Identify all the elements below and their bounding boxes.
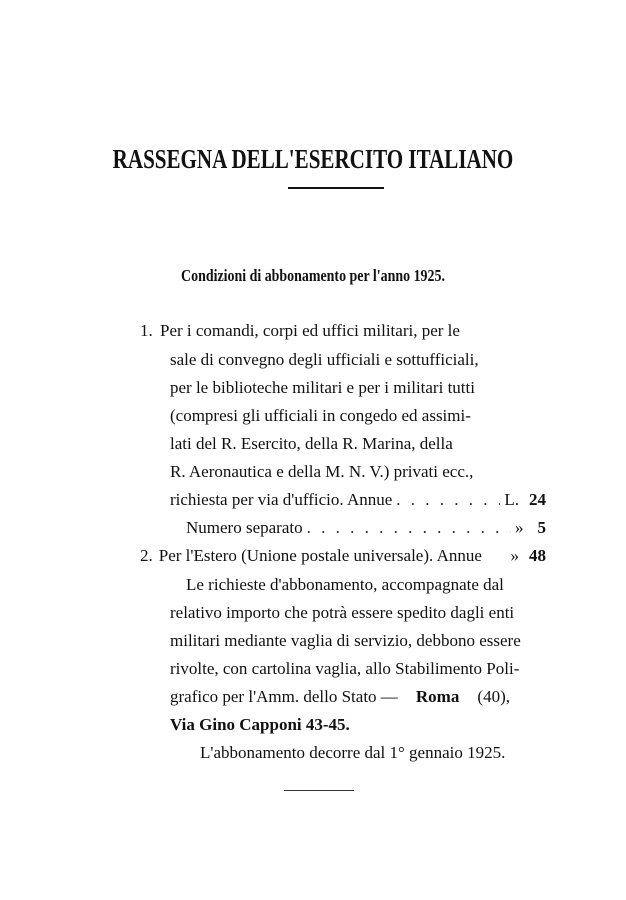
item-1-annual-row [170, 490, 546, 510]
item-2-number: 2. [140, 546, 153, 565]
dot-leader [307, 518, 511, 538]
item-1-number: 1. [140, 321, 153, 340]
item-1-line-6: R. Aeronautica e della M. N. V.) privati ecc., [170, 462, 474, 481]
single-currency: » [515, 518, 524, 537]
item-1-line-3: per le biblioteche militari e per i militari tutti [170, 378, 475, 397]
dot-leader [396, 490, 500, 510]
item-2-currency: » [510, 546, 519, 565]
journal-title: RASSEGNA DELL'ESERCITO ITALIANO [112, 144, 514, 174]
note-line-5-end: (40), [477, 687, 510, 706]
item-1-line-4: (compresi gli ufficiali in congedo ed assimi- [170, 406, 471, 425]
subscription-heading: Condizioni di abbonamento per l'anno 1925. [181, 266, 445, 285]
title-rule [288, 187, 384, 189]
note-line-5-start: grafico per l'Amm. dello Stato — [170, 687, 398, 706]
item-1-line-5: lati del R. Esercito, della R. Marina, della [170, 434, 453, 453]
annual-currency: L. [504, 490, 519, 509]
annual-price: 24 [529, 490, 546, 509]
single-issue-label: Numero separato [186, 518, 303, 537]
city-name: Roma [415, 687, 460, 706]
note-line-3: militari mediante vaglia di servizio, debbono essere [170, 631, 521, 650]
item-2-row [140, 546, 546, 566]
single-price: 5 [537, 518, 546, 537]
note-line-5 [170, 687, 510, 707]
item-2-price: 48 [529, 546, 546, 565]
closing-rule [284, 790, 354, 791]
note-line-1: Le richieste d'abbonamento, accompagnate dal [186, 575, 504, 594]
note-line-2: relativo importo che potrà essere spedito dagli enti [170, 603, 515, 622]
item-1-line-2: sale di convegno degli ufficiali e sottufficiali, [170, 350, 479, 369]
note-line-4: rivolte, con cartolina vaglia, allo Stabilimento Poli- [170, 659, 520, 678]
item-1-line-1: Per i comandi, corpi ed uffici militari, per le [160, 321, 460, 340]
annual-label: richiesta per via d'ufficio. Annue [170, 490, 393, 509]
item-1-single-row [186, 518, 546, 538]
start-date-note: L'abbonamento decorre dal 1° gennaio 1925. [200, 743, 506, 762]
item-2-label: Per l'Estero (Unione postale universale). Annue [158, 546, 482, 565]
address: Via Gino Capponi 43-45. [170, 715, 350, 734]
